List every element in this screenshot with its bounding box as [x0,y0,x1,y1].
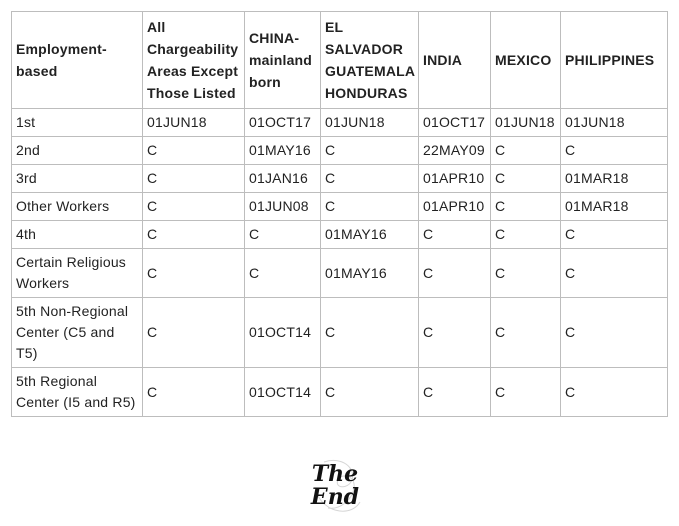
table-cell: 01MAY16 [321,221,419,249]
table-cell: 01JUN18 [491,109,561,137]
header-mexico: MEXICO [491,12,561,109]
table-cell: 22MAY09 [419,137,491,165]
table-cell: C [143,165,245,193]
table-cell: C [143,368,245,417]
table-row [12,137,668,165]
table-cell: 01MAR18 [561,193,668,221]
employment-based-dates-table [11,11,668,417]
row-category: 5th Regional Center (I5 and R5) [12,368,143,417]
table-cell: C [491,137,561,165]
table-row [12,368,668,417]
table-cell: C [561,221,668,249]
logo-line-the: The [311,461,359,487]
table-row [12,249,668,298]
table-header-row [12,12,668,109]
table-cell: 01JUN18 [321,109,419,137]
table-cell: C [321,165,419,193]
table-cell: 01MAY16 [321,249,419,298]
table-cell: C [321,193,419,221]
table-cell: 01OCT17 [245,109,321,137]
table-row [12,165,668,193]
table-cell: 01JAN16 [245,165,321,193]
visa-bulletin-table-container [11,11,668,417]
header-employment-based: Employment-based [12,12,143,109]
table-cell: C [245,249,321,298]
table-cell: C [143,193,245,221]
table-cell: C [419,221,491,249]
table-cell: C [491,221,561,249]
table-cell: C [321,368,419,417]
table-cell: 01MAR18 [561,165,668,193]
row-category: 4th [12,221,143,249]
table-cell: C [143,137,245,165]
table-row [12,298,668,368]
row-category: Other Workers [12,193,143,221]
header-china: CHINA-mainland born [245,12,321,109]
table-cell: C [321,298,419,368]
table-cell: C [419,298,491,368]
table-cell: 01APR10 [419,165,491,193]
table-cell: C [561,368,668,417]
table-cell: C [561,137,668,165]
table-cell: C [143,249,245,298]
header-philippines: PHILIPPINES [561,12,668,109]
row-category: 1st [12,109,143,137]
table-cell: 01MAY16 [245,137,321,165]
the-end-logo [294,454,376,518]
row-category: 3rd [12,165,143,193]
row-category: Certain Religious Workers [12,249,143,298]
table-cell: C [491,368,561,417]
table-cell: C [321,137,419,165]
table-row [12,109,668,137]
table-cell: C [491,193,561,221]
table-cell: C [491,165,561,193]
table-cell: 01JUN08 [245,193,321,221]
the-end-logo-graphic [294,454,376,518]
table-cell: C [561,298,668,368]
table-cell: 01OCT14 [245,298,321,368]
table-cell: C [143,298,245,368]
table-cell: 01JUN18 [143,109,245,137]
table-cell: 01APR10 [419,193,491,221]
header-el-salvador-guatemala-honduras: EL SALVADOR GUATEMALA HONDURAS [321,12,419,109]
header-all-chargeability: All Chargeability Areas Except Those Listed [143,12,245,109]
table-cell: C [419,368,491,417]
table-cell: C [491,298,561,368]
logo-line-end: End [310,484,360,510]
table-cell: 01OCT17 [419,109,491,137]
table-cell: C [419,249,491,298]
table-row [12,193,668,221]
table-cell: C [245,221,321,249]
row-category: 5th Non-Regional Center (C5 and T5) [12,298,143,368]
row-category: 2nd [12,137,143,165]
table-cell: 01JUN18 [561,109,668,137]
table-cell: C [561,249,668,298]
header-india: INDIA [419,12,491,109]
table-cell: C [491,249,561,298]
table-row [12,221,668,249]
table-cell: C [143,221,245,249]
table-cell: 01OCT14 [245,368,321,417]
